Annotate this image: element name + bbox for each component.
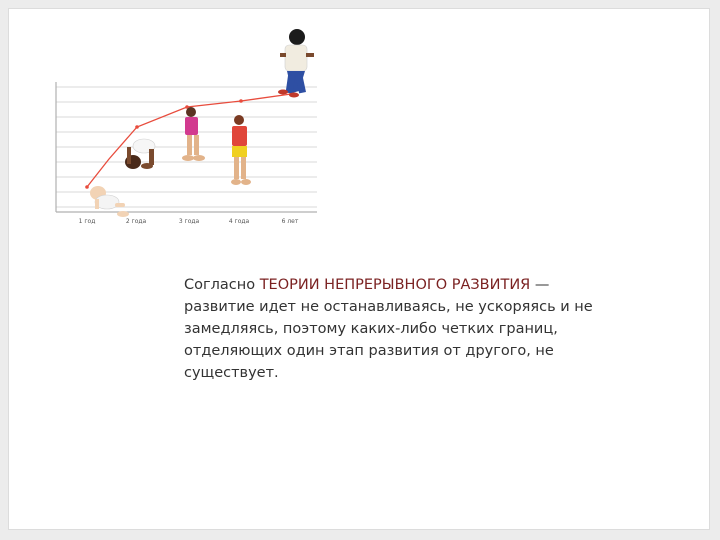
development-illustration [49,19,334,234]
body-paragraph [184,274,604,384]
x-tick-label: 1 год [78,218,96,225]
text-rest: — развитие идет не останавливаясь, не ускоряясь и не замедляясь, поэтому каких-либо четких границ, отделяющих один этап развития от другого, не существует. [184,276,593,381]
development-chart [49,19,334,234]
slide [8,8,710,530]
text-prefix: Согласно [184,276,260,293]
toddler-figure [125,139,155,169]
child-3-figure [182,107,205,161]
x-tick-labels [79,218,299,225]
x-tick-label: 6 лет [281,218,299,225]
child-4-figure [231,115,251,185]
x-tick-label: 2 года [125,218,147,225]
x-tick-label: 4 года [228,218,250,225]
theory-highlight: ТЕОРИИ НЕПРЕРЫВНОГО РАЗВИТИЯ [259,276,531,293]
x-tick-label: 3 года [178,218,200,225]
